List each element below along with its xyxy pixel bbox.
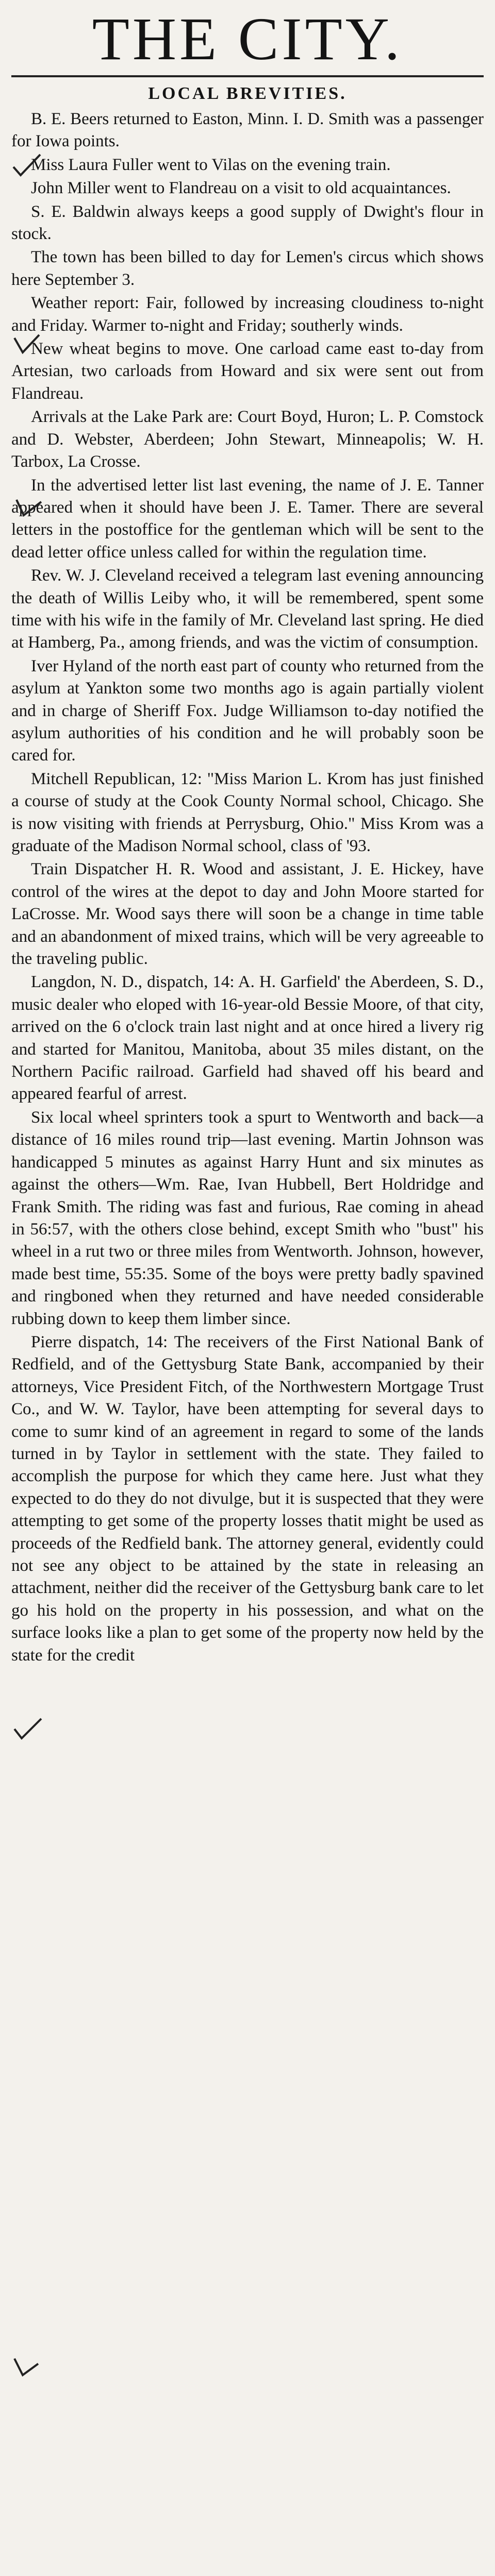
check-mark-icon <box>11 2354 42 2380</box>
article-item: In the advertised letter list last evening, the name of J. E. Tanner appeared when it should have been J. E. Tamer. There are several letters in the postoffice for the gentleman which will be sent to the dead letter office unless called for within the regulation time. <box>11 476 484 562</box>
article-item: Miss Laura Fuller went to Vilas on the evening train. <box>31 155 391 174</box>
section-heading: LOCAL BREVITIES. <box>148 84 347 103</box>
article-item: Mitchell Republican, 12: "Miss Marion L. Krom has just finished a course of study at the Cook County Normal school, Chicago. She is now visiting with friends at Perrysburg, Ohio." Miss Krom was a graduate of the Madison Normal school, class of '93. <box>11 769 484 855</box>
article-item: Train Dispatcher H. R. Wood and assistant, J. E. Hickey, have control of the wires at the depot to day and John Moore started for LaCrosse. Mr. Wood says there will soon be a change in time table and an abandonment of mixed trains, which will be very agreeable to the traveling public. <box>11 860 484 969</box>
article-item: The town has been billed to day for Lemen's circus which shows here September 3. <box>11 248 484 289</box>
article-item: Weather report: Fair, followed by increasing cloudiness to-night and Friday. Warmer to-night and Friday; southerly winds. <box>11 294 484 335</box>
masthead-rule <box>11 75 484 77</box>
article-item: S. E. Baldwin always keeps a good supply of Dwight's flour in stock. <box>11 202 484 244</box>
check-mark-icon <box>11 152 42 178</box>
check-mark-icon <box>12 1716 43 1741</box>
article-item: Iver Hyland of the north east part of county who returned from the asylum at Yankton some two months ago is again partially violent and in charge of Sheriff Fox. Judge Williamson to-day notified the asylum authorities of his condition and he will probably soon be cared for. <box>11 656 484 765</box>
article-item: New wheat begins to move. One carload came east to-day from Artesian, two carloads from Howard and six were sent out from Flandreau. <box>11 340 484 403</box>
masthead: THE CITY. <box>92 5 403 73</box>
check-mark-icon <box>12 331 43 357</box>
article-list <box>11 108 484 1667</box>
article-item: Rev. W. J. Cleveland received a telegram last evening announcing the death of Willis Leiby who, it will be remembered, spent some time with his wife in the family of Mr. Cleveland last spring. He died at Hamberg, Pa., among friends, and was the victim of consumption. <box>11 566 484 652</box>
article-item: John Miller went to Flandreau on a visit to old acquaintances. <box>31 179 451 198</box>
article-item: Arrivals at the Lake Park are: Court Boyd, Huron; L. P. Comstock and D. Webster, Aberdeen; John Stewart, Minneapolis; W. H. Tarbox, La Crosse. <box>11 408 484 471</box>
article-item: Langdon, N. D., dispatch, 14: A. H. Garfield' the Aberdeen, S. D., music dealer who eloped with 16-year-old Bessie Moore, of that city, arrived on the 6 o'clock train last night and at once hired a livery rig and started for Manitou, Manitoba, about 35 miles distant, on the Northern Pacific railroad. Garfield had shaved off his beard and appeared fearful of arrest. <box>11 973 484 1104</box>
check-mark-icon <box>13 495 44 520</box>
article-item: B. E. Beers returned to Easton, Minn. I. D. Smith was a passenger for Iowa points. <box>11 110 484 151</box>
article-item: Pierre dispatch, 14: The receivers of the First National Bank of Redfield, and of the Gettysburg State Bank, accompanied by their attorneys, Vice President Fitch, of the Northwestern Mortgage Trust Co., and W. W. Taylor, have been attempting for several days to come to sumr kind of an agreement in regard to some of the lands turned in by Taylor in settlement with the state. They failed to accomplish the purpose for which they came here. Just what they expected to do they do not divulge, but it is suspected that they were attempting to get some of the property losses thatit might be used as proceeds of the Redfield bank. The attorney general, evidently could not see any object to be attained by the state in releasing an attachment, neither did the receiver of the Gettysburg bank care to let go his hold on the property in his possession, and what on the surface looks like a plan to get some of the property now held by the state for the credit <box>11 1332 484 1665</box>
article-item: Six local wheel sprinters took a spurt to Wentworth and back—a distance of 16 miles round trip—last evening. Martin Johnson was handicapped 5 minutes as against Harry Hunt and six minutes as against the others—Wm. Rae, Ivan Hubbell, Bert Holdridge and Frank Smith. The riding was fast and furious, Rae coming in ahead in 56:57, with the others close behind, except Smith who "bust" his wheel in a rut two or three miles from Wentworth. Johnson, however, made best time, 55:35. Some of the boys were pretty badly spavined and ringboned when they returned and have needed considerable rubbing down to keep them limber since. <box>11 1108 484 1328</box>
